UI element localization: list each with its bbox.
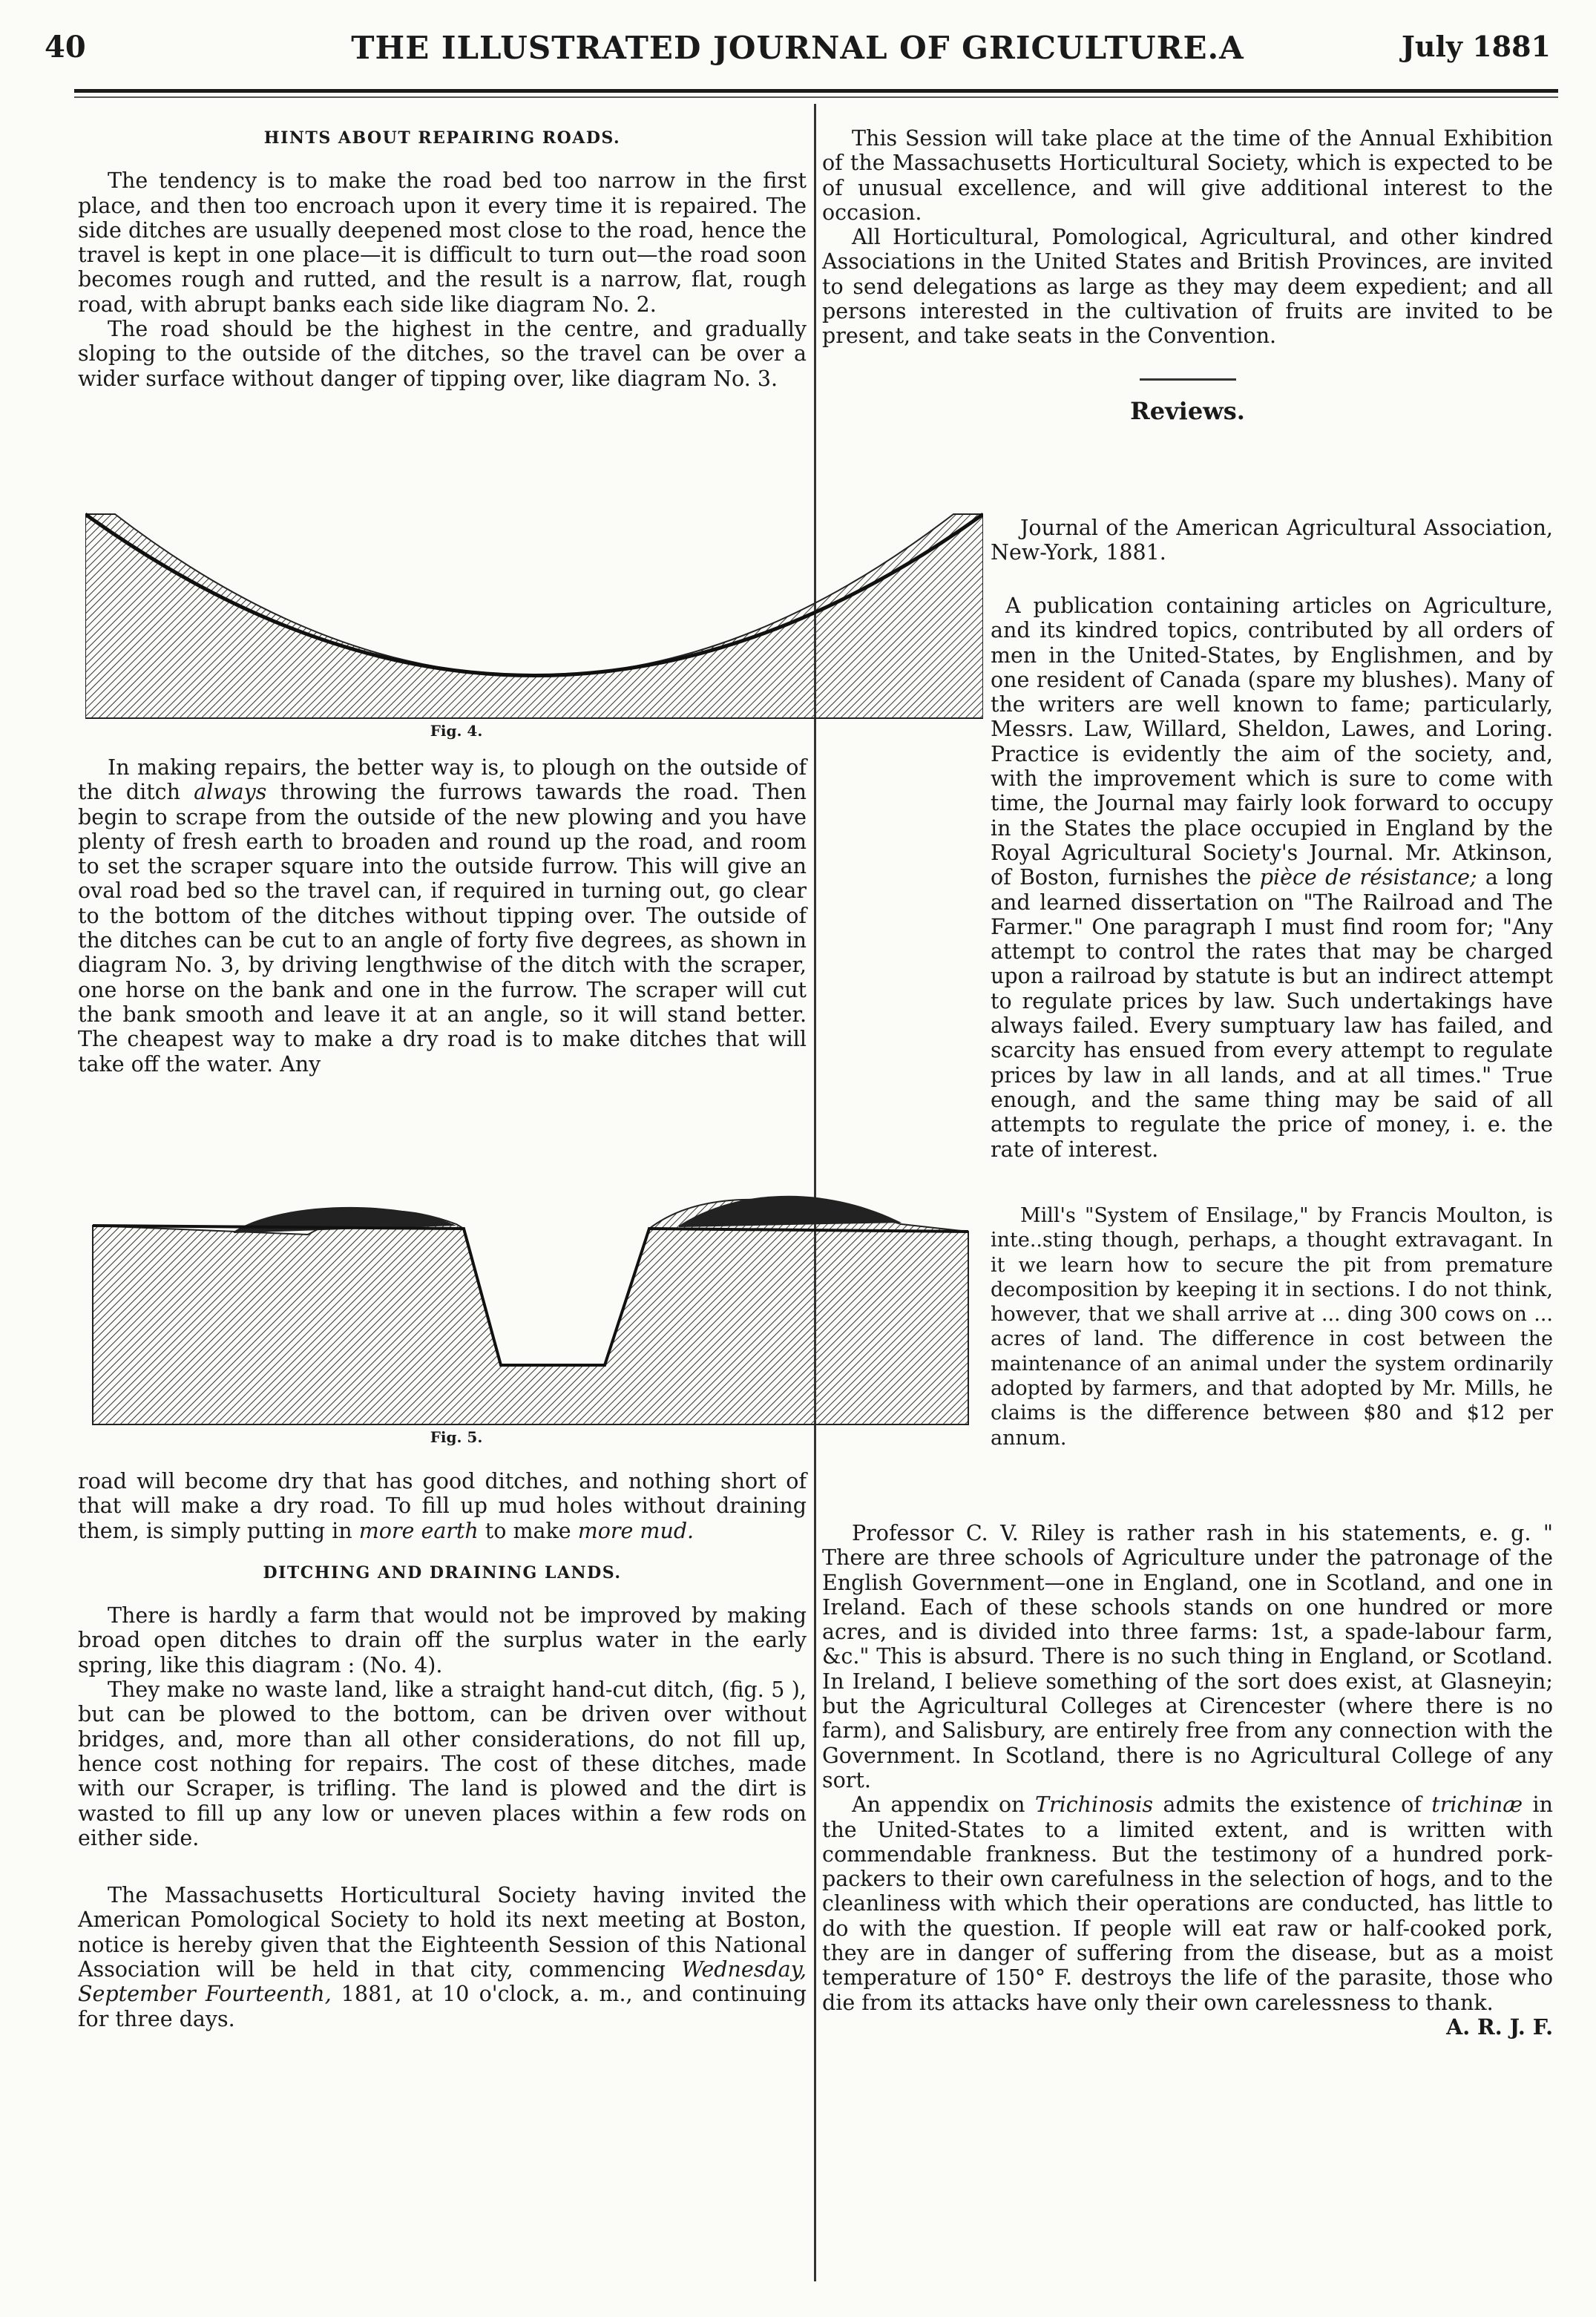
left-column-2 bbox=[78, 755, 807, 1077]
hints-paragraph-1: The tendency is to make the road bed too narrow in the first place, and then too encroach upon it every time it is repaired. The side ditches are usually deepened most close to the road, hence the travel is kept in one place—it is difficult to turn out—the road soon becomes rough and rutted, and the result is a narrow, flat, rough road, with abrupt banks each side like diagram No. 2. bbox=[78, 168, 807, 317]
section-divider bbox=[1140, 378, 1236, 381]
right-column-main bbox=[822, 594, 1553, 1162]
header-rule-thin bbox=[74, 96, 1558, 98]
right-column-lower bbox=[822, 1521, 1553, 2040]
right-column-beside-fig bbox=[991, 516, 1553, 565]
right-column-top bbox=[822, 126, 1553, 424]
page-number: 40 bbox=[45, 30, 86, 65]
header-rule bbox=[74, 89, 1558, 93]
hints-heading: HINTS ABOUT REPAIRING ROADS. bbox=[263, 128, 621, 148]
fig4-caption: Fig. 4. bbox=[430, 722, 483, 740]
left-column bbox=[78, 126, 807, 391]
ditching-paragraph-2: They make no waste land, like a straight hand-cut ditch, (fig. 5 ), but can be plowed to the bottom, can be driven over without bridges, and, more than all other considerations, do not fill up, hence cost nothing for repairs. The cost of these ditches, made with our Scraper, is trifling. The land is plowed and the dirt is wasted to fill up any low or uneven places within a few rods on either side. bbox=[78, 1677, 807, 1850]
page-header bbox=[45, 30, 1551, 74]
review-journal-title: Journal of the American Agricultural Association, New-York, 1881. bbox=[991, 516, 1553, 565]
journal-title: THE ILLUSTRATED JOURNAL OF GRICULTURE.A bbox=[351, 30, 1244, 66]
right-column-beside-fig5 bbox=[991, 1203, 1553, 1450]
hints-paragraph-2: The road should be the highest in the centre, and gradually sloping to the outside of the ditches, so the travel can be over a wider surface without danger of tipping over, like diagram No. 3. bbox=[78, 317, 807, 391]
massachusetts-paragraph: The Massachusetts Horticultural Society having invited the American Pomological Society to hold its next meeting at Boston, notice is hereby given that the Eighteenth Session of this National Association will be held in that city, commencing Wednesday, September Fourteenth, 1881, at 10 o'clock, a. m., and continuing for three days. bbox=[78, 1883, 807, 2031]
figure-5 bbox=[85, 1180, 976, 1446]
ditching-paragraph-1: There is hardly a farm that would not be improved by making broad open ditches to drain off the surplus water in the early spring, like this diagram : (No. 4). bbox=[78, 1603, 807, 1677]
review-paragraph-2: A publication containing articles on Agriculture, and its kindred topics, contributed by all orders of men in the United-States, by Englishmen, and by one resident of Canada (spare my blushes). Many of the writers are well known to fame; particularly, Messrs. Law, Willard, Sheldon, Lawes, and Loring. Practice is evidently the aim of the society, and, with the improvement which is sure to come with time, the Journal may fairly look forward to occupy in the States the place occupied in England by the Royal Agricultural Society's Journal. Mr. Atkinson, of Boston, furnishes the pièce de résistance; a long and learned dissertation on "The Railroad and The Farmer." One paragraph I must find room for; "Any attempt to control the rates that may be charged upon a railroad by statute is but an indirect attempt to regulate prices by law. Such undertakings have always failed. Every sumptuary law has failed, and scarcity has ensued from every attempt to regulate prices by law in all lands, and at all times." True enough, and the same thing may be said of all attempts to regulate the price of money, i. e. the rate of interest. bbox=[991, 594, 1554, 1162]
session-paragraph-2: All Horticultural, Pomological, Agricultural, and other kindred Associations in the United States and British Provinces, are invited to send delegations as large as they may deem expedient; and all persons interested in the cultivation of fruits are invited to be present, and take seats in the Convention. bbox=[822, 225, 1553, 349]
review-signature: A. R. J. F. bbox=[1446, 2014, 1553, 2040]
left-column-3 bbox=[78, 1469, 807, 2031]
repairs-paragraph-2: road will become dry that has good ditches, and nothing short of that will make a dry road. To fill up mud holes without draining them, is simply putting in more earth to make more mud. bbox=[78, 1469, 807, 1543]
ditching-heading: DITCHING AND DRAINING LANDS. bbox=[263, 1562, 622, 1583]
fig5-caption: Fig. 5. bbox=[430, 1428, 483, 1446]
review-paragraph-4: Professor C. V. Riley is rather rash in his statements, e. g. " There are three schools of Agriculture under the patronage of the English Government—one in England, one in Scotland, and one in Ireland. Each of these schools stands on one hundred or more acres, and is divided into three farms: 1st, a spade-labour farm, &c." This is absurd. There is no such thing in England, or Scotland. In Ireland, I believe something of the sort does exist, at Glasneyin; but the Agricultural Colleges at Cirencester (where there is no farm), and Salisbury, are entirely free from any connection with the Government. In Scotland, there is no Agricultural College of any sort. bbox=[822, 1521, 1553, 1792]
session-paragraph-1: This Session will take place at the time of the Annual Exhibition of the Massachusetts Horticultural Society, which is expected to be of unusual excellence, and will give additional interest to the occasion. bbox=[822, 126, 1553, 225]
repairs-paragraph-1: In making repairs, the better way is, to plough on the outside of the ditch always throwing the furrows tawards the road. Then begin to scrape from the outside of the new plowing and you have plenty of fresh earth to broaden and round up the road, and room to set the scraper square into the outside furrow. This will give an oval road bed so the travel can, if required in turning out, go clear to the bottom of the ditches without tipping over. The outside of the ditches can be cut to an angle of forty five degrees, as shown in diagram No. 3, by driving lengthwise of the ditch with the scraper, one horse on the bank and one in the furrow. The scraper will cut the bank smooth and leave it at an angle, so it will stand better. The cheapest way to make a dry road is to make ditches that will take off the water. Any bbox=[78, 755, 807, 1077]
review-paragraph-3: Mill's "System of Ensilage," by Francis Moulton, is inte..sting though, perhaps, a thought extravagant. In it we learn how to secure the pit from premature decomposition by keeping it in sections. I do not think, however, that we shall arrive at ... ding 300 cows on ... acres of land. The difference in cost between the maintenance of an animal under the system ordinarily adopted by farmers, and that adopted by Mr. Mills, he claims is the difference between $80 and $12 per annum. bbox=[991, 1204, 1553, 1450]
issue-date: July 1881 bbox=[1401, 30, 1551, 63]
reviews-heading: Reviews. bbox=[1130, 396, 1245, 425]
review-paragraph-5: An appendix on Trichinosis admits the existence of trichinæ in the United-States to a limited extent, and is written with commendable frankness. But the testimony of a hundred pork-packers to their own carefulness in the selection of hogs, and to the cleanliness with which their operations are conducted, has little to do with the question. If people will eat raw or half-cooked pork, they are in danger of suffering from the disease, but as a moist temperature of 150° F. destroys the life of the parasite, those who die from its attacks have only their own carelessness to thank. bbox=[822, 1792, 1554, 2015]
fig5-drawing bbox=[85, 1180, 976, 1428]
